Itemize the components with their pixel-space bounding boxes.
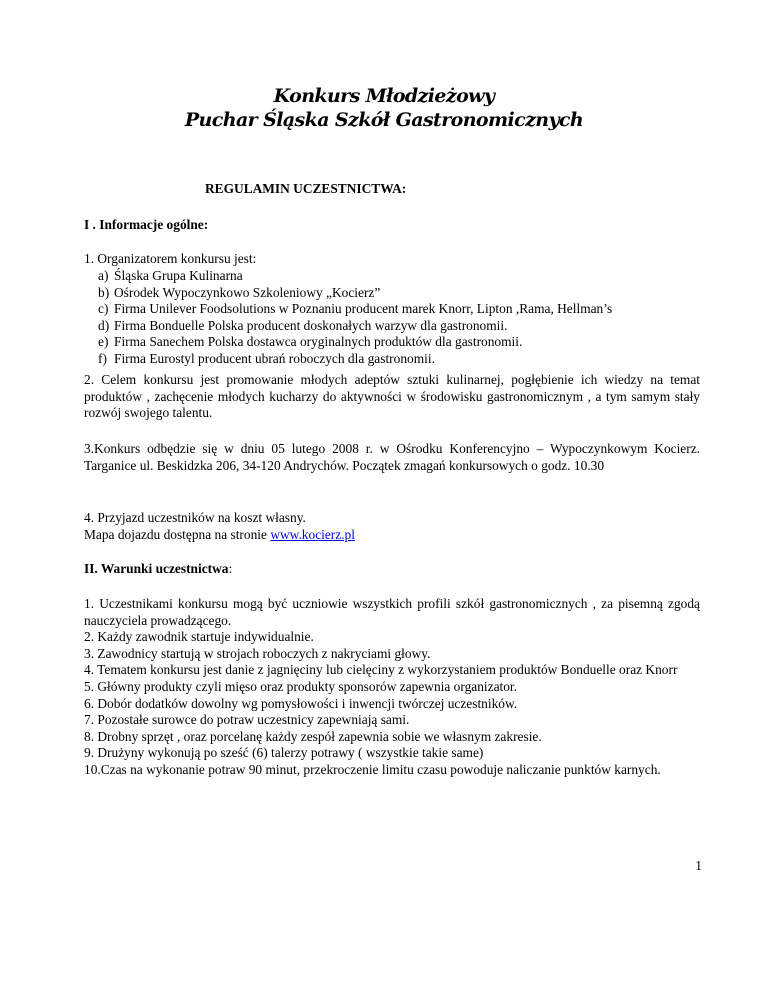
map-note: Mapa dojazdu dostępna na stronie www.kocierz.pl	[84, 527, 355, 542]
list-item: 8. Drobny sprzęt , oraz porcelanę każdy zespół zapewnia sobie we własnym zakresie.	[84, 728, 542, 744]
page-number: 1	[695, 858, 702, 873]
rules-list	[84, 596, 700, 779]
organizers-list	[84, 268, 724, 368]
list-item: b) Ośrodek Wypoczynkowo Szkoleniowy „Kocierz”	[98, 284, 381, 300]
list-item: 9. Drużyny wykonują po sześć (6) talerzy potrawy ( wszystkie takie same)	[84, 745, 484, 761]
list-item: 7. Pozostałe surowce do potraw uczestnicy zapewniają sami.	[84, 712, 410, 728]
list-item: f) Firma Eurostyl producent ubrań roboczych dla gastronomii.	[98, 350, 435, 366]
list-item: 4. Tematem konkursu jest danie z jagnięciny lub cielęciny z wykorzystaniem produktów Bonduelle oraz Knorr	[84, 662, 678, 678]
regulations-heading: REGULAMIN UCZESTNICTWA:	[205, 181, 407, 196]
goal-paragraph: 2. Celem konkursu jest promowanie młodych adeptów sztuki kulinarnej, pogłębienie ich wiedzy na temat produktów , zachęcenie młodych kucharzy do aktywności w środowisku gastronomicznym , a tym samym stały rozwój swojego talentu.	[84, 372, 700, 421]
list-item: 2. Każdy zawodnik startuje indywidualnie.	[84, 629, 314, 645]
title-line-2: Puchar Śląska Szkół Gastronomicznych	[184, 109, 584, 131]
section-1-heading: I . Informacje ogólne:	[84, 217, 209, 232]
kocierz-link[interactable]: www.kocierz.pl	[270, 527, 355, 542]
list-item: 1. Uczestnikami konkursu mogą być uczniowie wszystkich profili szkół gastronomicznych , za pisemną zgodą nauczyciela prowadzącego.	[84, 596, 700, 628]
title-line-1: Konkurs Młodzieżowy	[273, 85, 495, 107]
section-2-heading: II. Warunki uczestnictwa:	[84, 561, 233, 576]
list-item: c) Firma Unilever Foodsolutions w Poznaniu producent marek Knorr, Lipton ,Rama, Hellman’s	[98, 301, 613, 317]
travel-note: 4. Przyjazd uczestników na koszt własny.	[84, 510, 306, 525]
list-item: e) Firma Sanechem Polska dostawca oryginalnych produktów dla gastronomii.	[98, 334, 523, 350]
list-item: a) Śląska Grupa Kulinarna	[98, 268, 243, 283]
organizer-intro: 1. Organizatorem konkursu jest:	[84, 251, 257, 266]
list-item: 6. Dobór dodatków dowolny wg pomysłowości i inwencji twórczej uczestników.	[84, 695, 518, 711]
list-item: d) Firma Bonduelle Polska producent doskonałych warzyw dla gastronomii.	[98, 317, 508, 333]
venue-paragraph: 3.Konkurs odbędzie się w dniu 05 lutego 2008 r. w Ośrodku Konferencyjno – Wypoczynkowym Kocierz. Targanice ul. Beskidzka 206, 34-120 Andrychów. Początek zmagań konkursowych o godz. 10.30	[84, 441, 700, 473]
list-item: 10.Czas na wykonanie potraw 90 minut, przekroczenie limitu czasu powoduje naliczanie punktów karnych.	[84, 761, 661, 777]
list-item: 5. Główny produkty czyli mięso oraz produkty sponsorów zapewnia organizator.	[84, 678, 517, 694]
list-item: 3. Zawodnicy startują w strojach roboczych z nakryciami głowy.	[84, 645, 431, 661]
